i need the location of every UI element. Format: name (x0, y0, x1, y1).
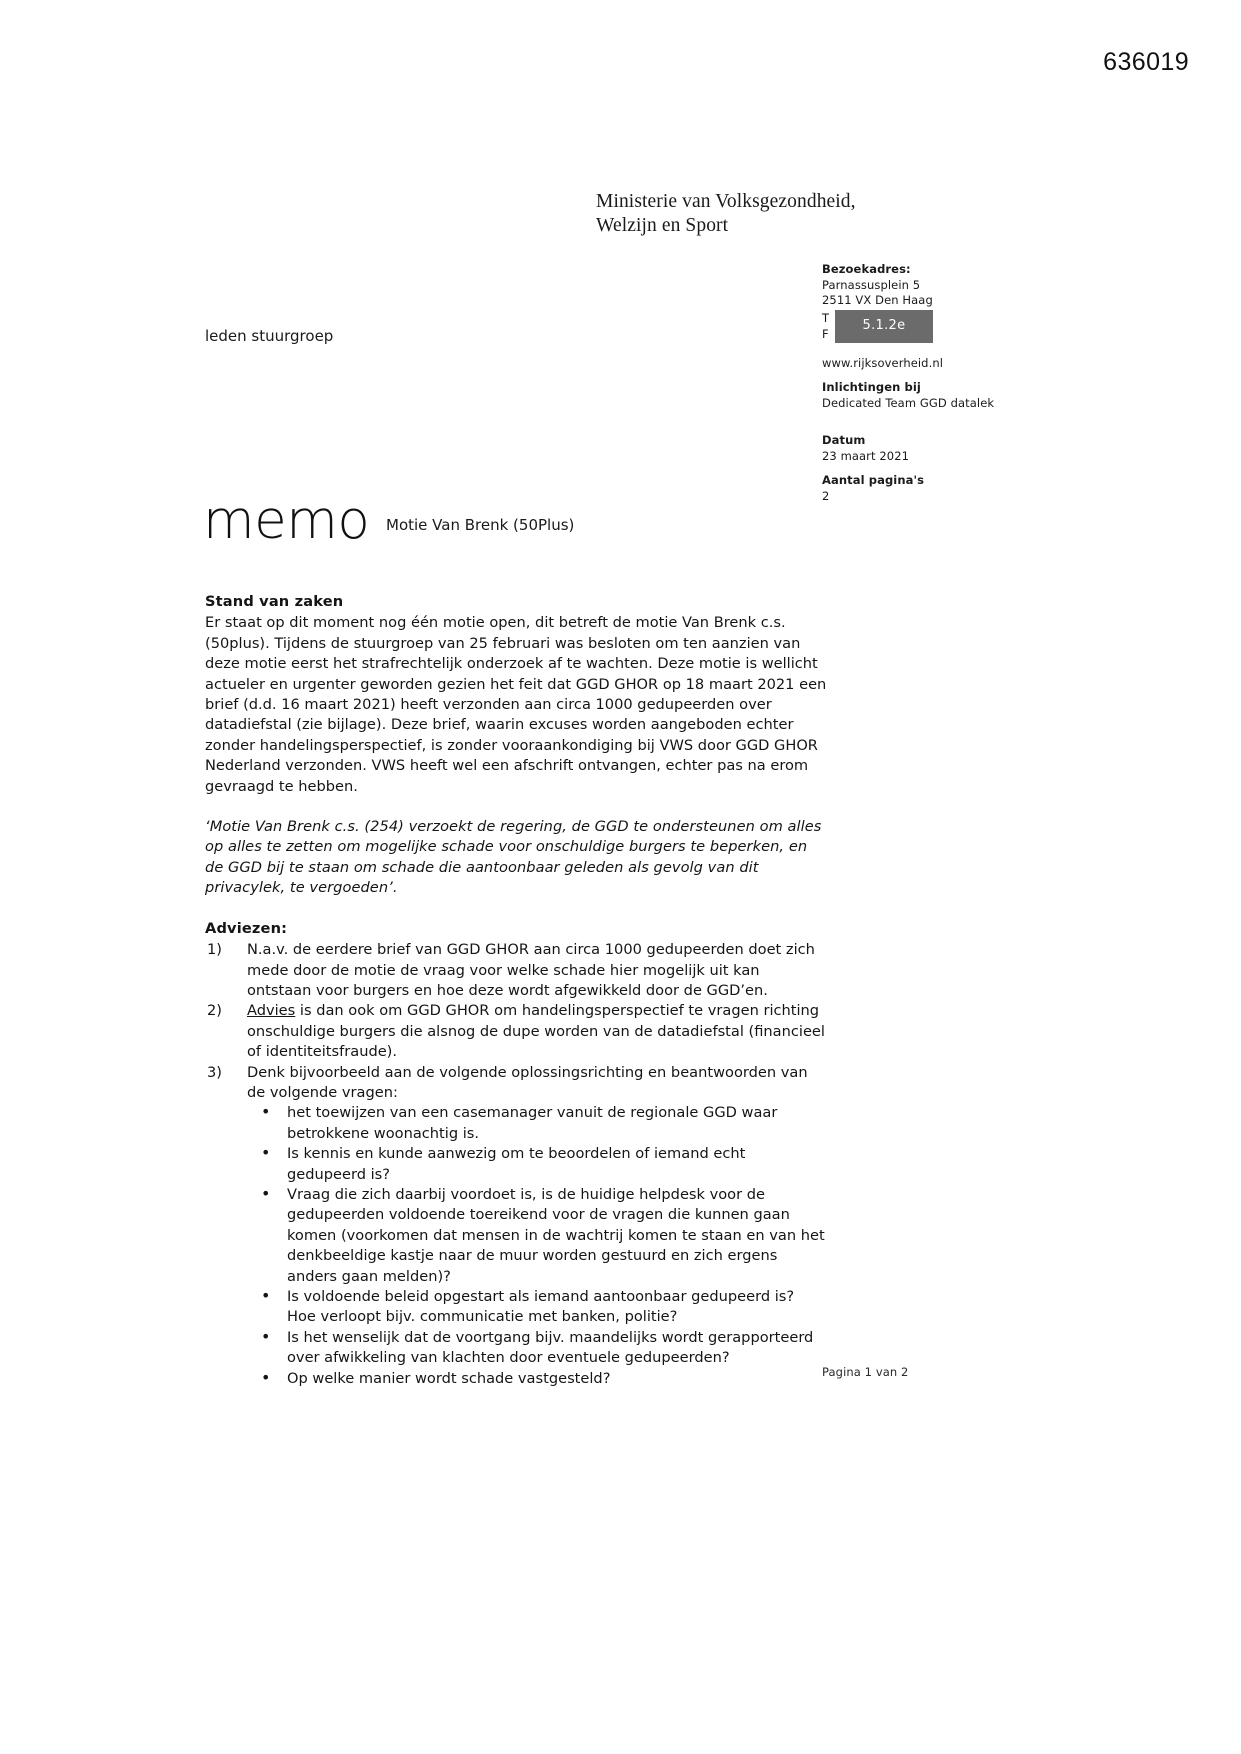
advies-text: N.a.v. de eerdere brief van GGD GHOR aan circa 1000 gedupeerden doet zich mede door de motie de vraag voor welke schade hier mogelijk uit kan ontstaan voor burgers en hoe deze wordt afgewikkeld door de GGD’en. (247, 941, 815, 999)
list-item: • Is voldoende beleid opgestart als iemand aantoonbaar gedupeerd is? Hoe verloopt bijv. communicatie met banken, politie? (247, 1287, 827, 1328)
document-body (205, 592, 827, 1389)
datum-value: 23 maart 2021 (822, 448, 910, 463)
list-item (205, 940, 827, 1001)
spacer (822, 343, 1072, 356)
inlichtingen-value: Dedicated Team GGD datalek (822, 395, 995, 410)
memo-title: memo (203, 490, 370, 551)
datum-label: Datum (822, 433, 866, 447)
memo-subject: Motie Van Brenk (50Plus) (386, 516, 575, 534)
pages-value: 2 (822, 488, 830, 503)
inlichtingen-label: Inlichtingen bij (822, 380, 921, 394)
street-address: Parnassusplein 5 (822, 277, 921, 292)
list-item: • het toewijzen van een casemanager vanuit de regionale GGD waar betrokkene woonachtig is. (247, 1103, 827, 1144)
page-footer: Pagina 1 van 2 (822, 1365, 909, 1379)
list-item (205, 1001, 827, 1062)
spacer (822, 411, 1072, 424)
ministry-logo-text (596, 190, 856, 238)
spacer (822, 424, 1072, 433)
ministry-line-1: Ministerie van Volksgezondheid, (596, 191, 856, 212)
spacer (205, 899, 827, 919)
list-item: • Is kennis en kunde aanwezig om te beoordelen of iemand echt gedupeerd is? (247, 1144, 827, 1185)
city-address: 2511 VX Den Haag (822, 293, 933, 307)
questions-bullet-list (247, 1103, 827, 1389)
advies-text: Denk bijvoorbeeld aan de volgende oplossingsrichting en beantwoorden van de volgende vragen: (247, 1063, 808, 1101)
list-item: • Op welke manier wordt schade vastgesteld? (247, 1369, 827, 1389)
phone-fax-labels (822, 310, 835, 343)
phone-label: T (822, 310, 830, 325)
section-heading-adviezen: Adviezen: (205, 919, 288, 937)
list-item: • Vraag die zich daarbij voordoet is, is de huidige helpdesk voor de gedupeerden voldoende toereikend voor de vragen die kunnen gaan komen (voorkomen dat mensen in de wachtrij komen te staan en van het denkbeeldige kastje naar de muur worden gestuurd en zich ergens anders gaan melden)? (247, 1185, 827, 1287)
document-number: 636019 (1103, 48, 1189, 76)
fax-label: F (822, 326, 829, 341)
adviezen-list (205, 940, 827, 1389)
addressee: leden stuurgroep (205, 327, 334, 345)
list-item (205, 1063, 827, 1390)
ministry-line-2: Welzijn en Sport (596, 215, 729, 236)
metadata-block (822, 262, 1072, 504)
spacer (205, 797, 827, 817)
phone-fax-row (822, 310, 1072, 343)
spacer (822, 371, 1072, 380)
advies-text: is dan ook om GGD GHOR om handelingsperspectief te vragen richting onschuldige burgers die alsnog de dupe worden van de datadiefstal (financieel of identiteitsfraude). (247, 1002, 825, 1061)
website-link[interactable]: www.rijksoverheid.nl (822, 355, 944, 370)
motion-quote: ‘Motie Van Brenk c.s. (254) verzoekt de regering, de GGD te ondersteunen om alles op alles te zetten om mogelijke schade voor onschuldige burgers te beperken, en de GGD bij te staan om schade die aantoonbaar geleden als gevolg van dit privacylek, te vergoeden’. (205, 818, 822, 897)
advies-underlined-term: Advies (247, 1002, 296, 1020)
paragraph-stand-van-zaken: Er staat op dit moment nog één motie open, dit betreft de motie Van Brenk c.s. (50plus). Tijdens de stuurgroep van 25 februari was besloten om ten aanzien van deze motie eerst het strafrechtelijk onderzoek af te wachten. Deze motie is wellicht actueler en urgenter geworden gezien het feit dat GGD GHOR op 18 maart 2021 een brief (d.d. 16 maart 2021) heeft verzonden aan circa 1000 gedupeerden over datadiefstal (zie bijlage). Deze brief, waarin excuses worden aangeboden echter zonder handelingsperspectief, is zonder vooraankondiging bij VWS door GGD GHOR Nederland verzonden. VWS heeft wel een afschrift ontvangen, echter pas na erom gevraagd te hebben. (205, 614, 827, 795)
spacer (822, 464, 1072, 473)
redaction-box: 5.1.2e (835, 310, 933, 343)
section-heading-stand-van-zaken: Stand van zaken (205, 593, 344, 610)
bezoekadres-label: Bezoekadres: (822, 262, 911, 276)
pages-label: Aantal pagina's (822, 473, 925, 487)
list-item: • Is het wenselijk dat de voortgang bijv. maandelijks wordt gerapporteerd over afwikkeling van klachten door eventuele gedupeerden? (247, 1328, 827, 1369)
